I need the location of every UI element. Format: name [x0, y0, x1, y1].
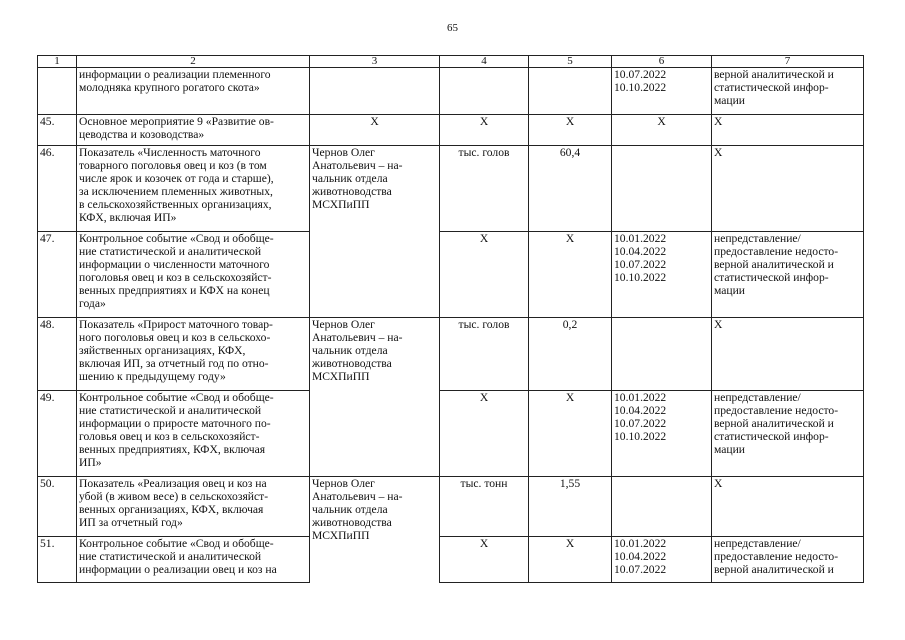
responsible-person	[310, 391, 440, 477]
header-cell: 6	[612, 56, 712, 68]
item-description: Показатель «Прирост маточного товар- ного поголовья овец и коз в сельскохо- зяйственных организациях, КФХ, включая ИП, за отчетный год по отно- шению к предыдущему году»	[77, 318, 310, 391]
responsible-person	[310, 68, 440, 115]
unit-cell: тыс. голов	[440, 146, 529, 232]
date-cell: 10.01.2022 10.04.2022 10.07.2022 10.10.2022	[612, 391, 712, 477]
risk-cell: X	[712, 477, 864, 537]
table-row	[38, 391, 864, 477]
risk-cell: X	[712, 115, 864, 146]
risk-cell: X	[712, 146, 864, 232]
plan-table	[37, 55, 864, 583]
responsible-person: Чернов Олег Анатольевич – на- чальник отдела животноводства МСХПиПП	[310, 146, 440, 232]
unit-cell: X	[440, 391, 529, 477]
header-cell: 5	[529, 56, 612, 68]
date-cell	[612, 318, 712, 391]
header-cell: 2	[77, 56, 310, 68]
value-cell: X	[529, 391, 612, 477]
unit-cell: X	[440, 115, 529, 146]
table-row	[38, 537, 864, 583]
date-cell: 10.01.2022 10.04.2022 10.07.2022	[612, 537, 712, 583]
table-row	[38, 68, 864, 115]
header-row	[38, 56, 864, 68]
header-cell: 3	[310, 56, 440, 68]
table-row	[38, 146, 864, 232]
header-cell: 4	[440, 56, 529, 68]
risk-cell: непредставление/ предоставление недосто- верной аналитической и	[712, 537, 864, 583]
responsible-person: Чернов Олег Анатольевич – на- чальник отдела животноводства МСХПиПП	[310, 477, 440, 583]
value-cell: X	[529, 232, 612, 318]
row-number: 45.	[38, 115, 77, 146]
page-number: 65	[447, 22, 458, 34]
unit-cell	[440, 68, 529, 115]
row-number: 48.	[38, 318, 77, 391]
table-row	[38, 477, 864, 537]
header-cell: 7	[712, 56, 864, 68]
date-cell	[612, 477, 712, 537]
table-row	[38, 318, 864, 391]
responsible-person: Чернов Олег Анатольевич – на- чальник отдела животноводства МСХПиПП	[310, 318, 440, 391]
item-description: Показатель «Численность маточного товарного поголовья овец и коз (в том числе ярок и козочек от года и старше), за исключением племенных животных, в сельскохозяйственных организациях, КФХ, включая ИП»	[77, 146, 310, 232]
item-description: Контрольное событие «Свод и обобще- ние статистической и аналитической информации о численности маточного поголовья овец и коз в сельскохозяйст- венных предприятиях и КФХ на конец года»	[77, 232, 310, 318]
item-description: информации о реализации племенного молодняка крупного рогатого скота»	[77, 68, 310, 115]
table-row	[38, 115, 864, 146]
value-cell: X	[529, 115, 612, 146]
header-cell: 1	[38, 56, 77, 68]
row-number: 49.	[38, 391, 77, 477]
responsible-person: X	[310, 115, 440, 146]
value-cell: X	[529, 537, 612, 583]
value-cell: 0,2	[529, 318, 612, 391]
row-number: 47.	[38, 232, 77, 318]
date-cell: 10.07.2022 10.10.2022	[612, 68, 712, 115]
row-number	[38, 68, 77, 115]
risk-cell: верной аналитической и статистической инфор- мации	[712, 68, 864, 115]
item-description: Показатель «Реализация овец и коз на убой (в живом весе) в сельскохозяйст- венных организациях, КФХ, включая ИП за отчетный год»	[77, 477, 310, 537]
value-cell: 60,4	[529, 146, 612, 232]
risk-cell: X	[712, 318, 864, 391]
unit-cell: X	[440, 232, 529, 318]
risk-cell: непредставление/ предоставление недосто- верной аналитической и статистической инфор- мации	[712, 232, 864, 318]
unit-cell: тыс. тонн	[440, 477, 529, 537]
date-cell: X	[612, 115, 712, 146]
item-description: Контрольное событие «Свод и обобще- ние статистической и аналитической информации о приросте маточного по- головья овец и коз в сельскохозяйст- венных предприятиях, КФХ, включая ИП»	[77, 391, 310, 477]
responsible-person	[310, 232, 440, 318]
row-number: 51.	[38, 537, 77, 583]
table-row	[38, 232, 864, 318]
date-cell	[612, 146, 712, 232]
row-number: 50.	[38, 477, 77, 537]
unit-cell: X	[440, 537, 529, 583]
item-description: Основное мероприятие 9 «Развитие ов- цеводства и козоводства»	[77, 115, 310, 146]
item-description: Контрольное событие «Свод и обобще- ние статистической и аналитической информации о реализации овец и коз на	[77, 537, 310, 583]
value-cell: 1,55	[529, 477, 612, 537]
risk-cell: непредставление/ предоставление недосто- верной аналитической и статистической инфор- мации	[712, 391, 864, 477]
unit-cell: тыс. голов	[440, 318, 529, 391]
value-cell	[529, 68, 612, 115]
date-cell: 10.01.2022 10.04.2022 10.07.2022 10.10.2022	[612, 232, 712, 318]
row-number: 46.	[38, 146, 77, 232]
